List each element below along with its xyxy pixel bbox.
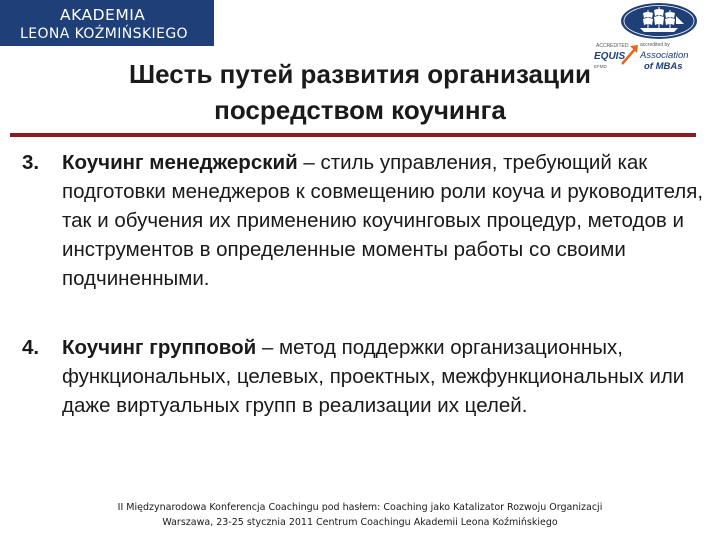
amba-wordmark-2: of MBAs xyxy=(644,61,683,72)
footer-line-1: II Międzynarodowa Konferencja Coachingu pod hasłem: Coaching jako Katalizator Rozwoju Organizacji xyxy=(117,502,603,513)
logo-line-2: LEONA KOŹMIŃSKIEGO xyxy=(20,26,188,42)
amba-accredited-label: accredited by xyxy=(640,42,670,48)
amba-wordmark-1: Association xyxy=(640,50,689,61)
item-description: – стиль управления, требующий как подготовки менеджеров к совмещению роли коуча и руководителя, так и обучения их применению коучинговых процедур, методов и инструментов в определенные моменты работы со своими подчиненными. xyxy=(62,151,704,290)
item-term: Коучинг менеджерский xyxy=(62,151,298,174)
equis-wordmark: EQUIS xyxy=(594,51,626,62)
akademia-logo xyxy=(0,0,214,46)
conference-footer xyxy=(0,500,720,530)
sailing-ship-icon xyxy=(620,2,698,40)
item-text xyxy=(62,333,704,420)
footer-line-2: Warszawa, 23-25 stycznia 2011 Centrum Coachingu Akademii Leona Koźmińskiego xyxy=(162,517,558,528)
item-term: Коучинг групповой xyxy=(62,336,257,359)
equis-sub-label: EFMD xyxy=(594,64,607,69)
title-line-1: Шесть путей развития организации xyxy=(129,59,591,89)
page-title xyxy=(0,56,720,128)
equis-accredited-label: ACCREDITED xyxy=(596,43,629,49)
item-text xyxy=(62,148,704,293)
item-number: 3. xyxy=(22,151,40,174)
item-number: 4. xyxy=(22,336,40,359)
item-description: – метод поддержки организационных, функциональных, целевых, проектных, межфункциональных или даже виртуальных групп в реализации их целей. xyxy=(62,336,685,417)
title-divider xyxy=(10,133,696,137)
logo-line-1: AKADEMIA xyxy=(60,6,146,24)
title-line-2: посредством коучинга xyxy=(214,95,506,125)
